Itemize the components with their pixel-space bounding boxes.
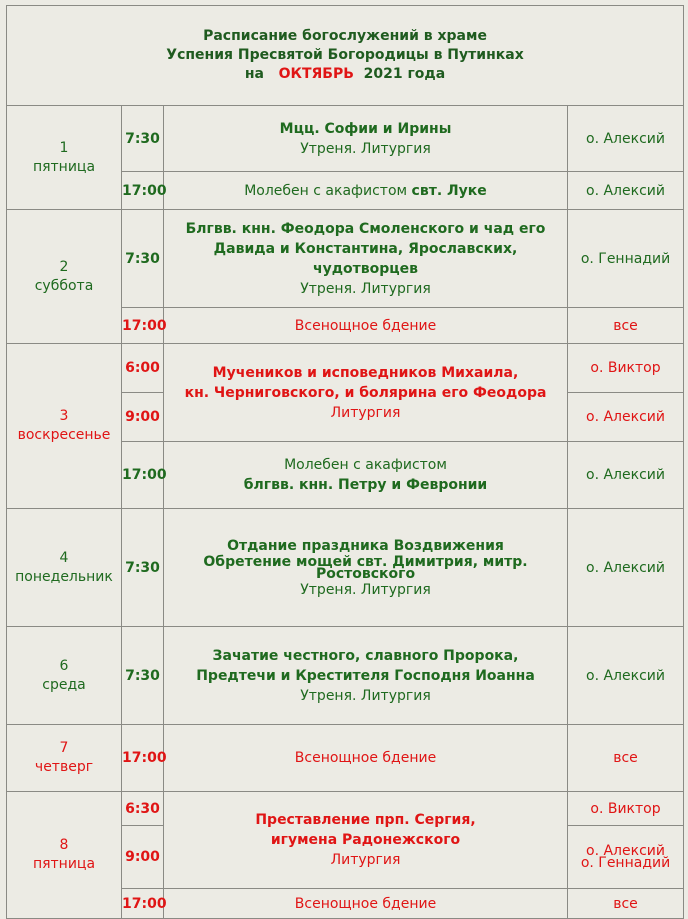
schedule-table bbox=[6, 5, 684, 919]
day-cell: 3 воскресенье bbox=[7, 344, 122, 509]
priest-name: все bbox=[568, 889, 684, 919]
service-time: 6:30 bbox=[122, 792, 164, 826]
priest-name: о. Алексий bbox=[568, 393, 684, 442]
priest-name: о. Алексий bbox=[568, 627, 684, 725]
service-time: 17:00 bbox=[122, 172, 164, 210]
priest-name: все bbox=[568, 308, 684, 344]
service-time: 17:00 bbox=[122, 308, 164, 344]
table-row bbox=[7, 725, 684, 792]
day-cell: 8 пятница bbox=[7, 792, 122, 919]
title-line-2: Успения Пресвятой Богородицы в Путинках bbox=[166, 47, 524, 63]
service-time: 7:30 bbox=[122, 210, 164, 308]
table-row bbox=[7, 792, 684, 826]
table-row bbox=[7, 344, 684, 393]
title-wrap: Обретение мощей свт. Димитрия, митр. Ростовского bbox=[203, 553, 528, 582]
service-description: Молебен с акафистом блгвв. кнн. Петру и Февронии bbox=[164, 442, 568, 509]
priest-name: о. Алексий bbox=[568, 106, 684, 172]
day-cell: 6 среда bbox=[7, 627, 122, 725]
service-description: Преставление прп. Сергия, игумена Радонежского Литургия bbox=[164, 792, 568, 889]
header-row bbox=[7, 6, 684, 106]
service-description: Молебен с акафистом свт. Луке bbox=[164, 172, 568, 210]
schedule-title bbox=[7, 6, 684, 106]
priest-name: о. Геннадий bbox=[568, 210, 684, 308]
day-cell: 1 пятница bbox=[7, 106, 122, 210]
priest-name: о. Алексий bbox=[568, 442, 684, 509]
priest-name: о. Виктор bbox=[568, 792, 684, 826]
month-label: ОКТЯБРЬ bbox=[278, 66, 354, 82]
service-description: Всенощное бдение bbox=[164, 308, 568, 344]
table-row bbox=[7, 627, 684, 725]
service-time: 9:00 bbox=[122, 826, 164, 889]
day-cell: 7 четверг bbox=[7, 725, 122, 792]
service-time: 17:00 bbox=[122, 442, 164, 509]
service-description: Отдание праздника Воздвижения Обретение мощей свт. Димитрия, митр. Ростовского Утреня. Литургия bbox=[164, 509, 568, 627]
service-time: 7:30 bbox=[122, 509, 164, 627]
service-time: 7:30 bbox=[122, 106, 164, 172]
service-time: 17:00 bbox=[122, 889, 164, 919]
priest-name: о. Виктор bbox=[568, 344, 684, 393]
title-line-3: на ОКТЯБРЬ 2021 года bbox=[244, 66, 446, 82]
service-time: 17:00 bbox=[122, 725, 164, 792]
table-row bbox=[7, 210, 684, 308]
day-cell: 2 суббота bbox=[7, 210, 122, 344]
table-row bbox=[7, 106, 684, 172]
priest-name: все bbox=[568, 725, 684, 792]
priest-name: о. Алексий bbox=[568, 509, 684, 627]
service-description: Зачатие честного, славного Пророка, Предтечи и Крестителя Господня Иоанна Утреня. Литургия bbox=[164, 627, 568, 725]
service-description: Мцц. Софии и Ирины Утреня. Литургия bbox=[164, 106, 568, 172]
priest-name: о. Алексий о. Геннадий bbox=[568, 826, 684, 889]
service-time: 9:00 bbox=[122, 393, 164, 442]
service-description: Всенощное бдение bbox=[164, 725, 568, 792]
service-description: Всенощное бдение bbox=[164, 889, 568, 919]
service-time: 6:00 bbox=[122, 344, 164, 393]
day-cell: 4 понедельник bbox=[7, 509, 122, 627]
priest-name: о. Алексий bbox=[568, 172, 684, 210]
title-line-1: Расписание богослужений в храме bbox=[203, 28, 487, 44]
service-description: Блгвв. кнн. Феодора Смоленского и чад его Давида и Константина, Ярославских, чудотворцев Утреня. Литургия bbox=[164, 210, 568, 308]
service-description: Мучеников и исповедников Михаила, кн. Черниговского, и болярина его Феодора Литургия bbox=[164, 344, 568, 442]
service-time: 7:30 bbox=[122, 627, 164, 725]
table-row bbox=[7, 509, 684, 627]
